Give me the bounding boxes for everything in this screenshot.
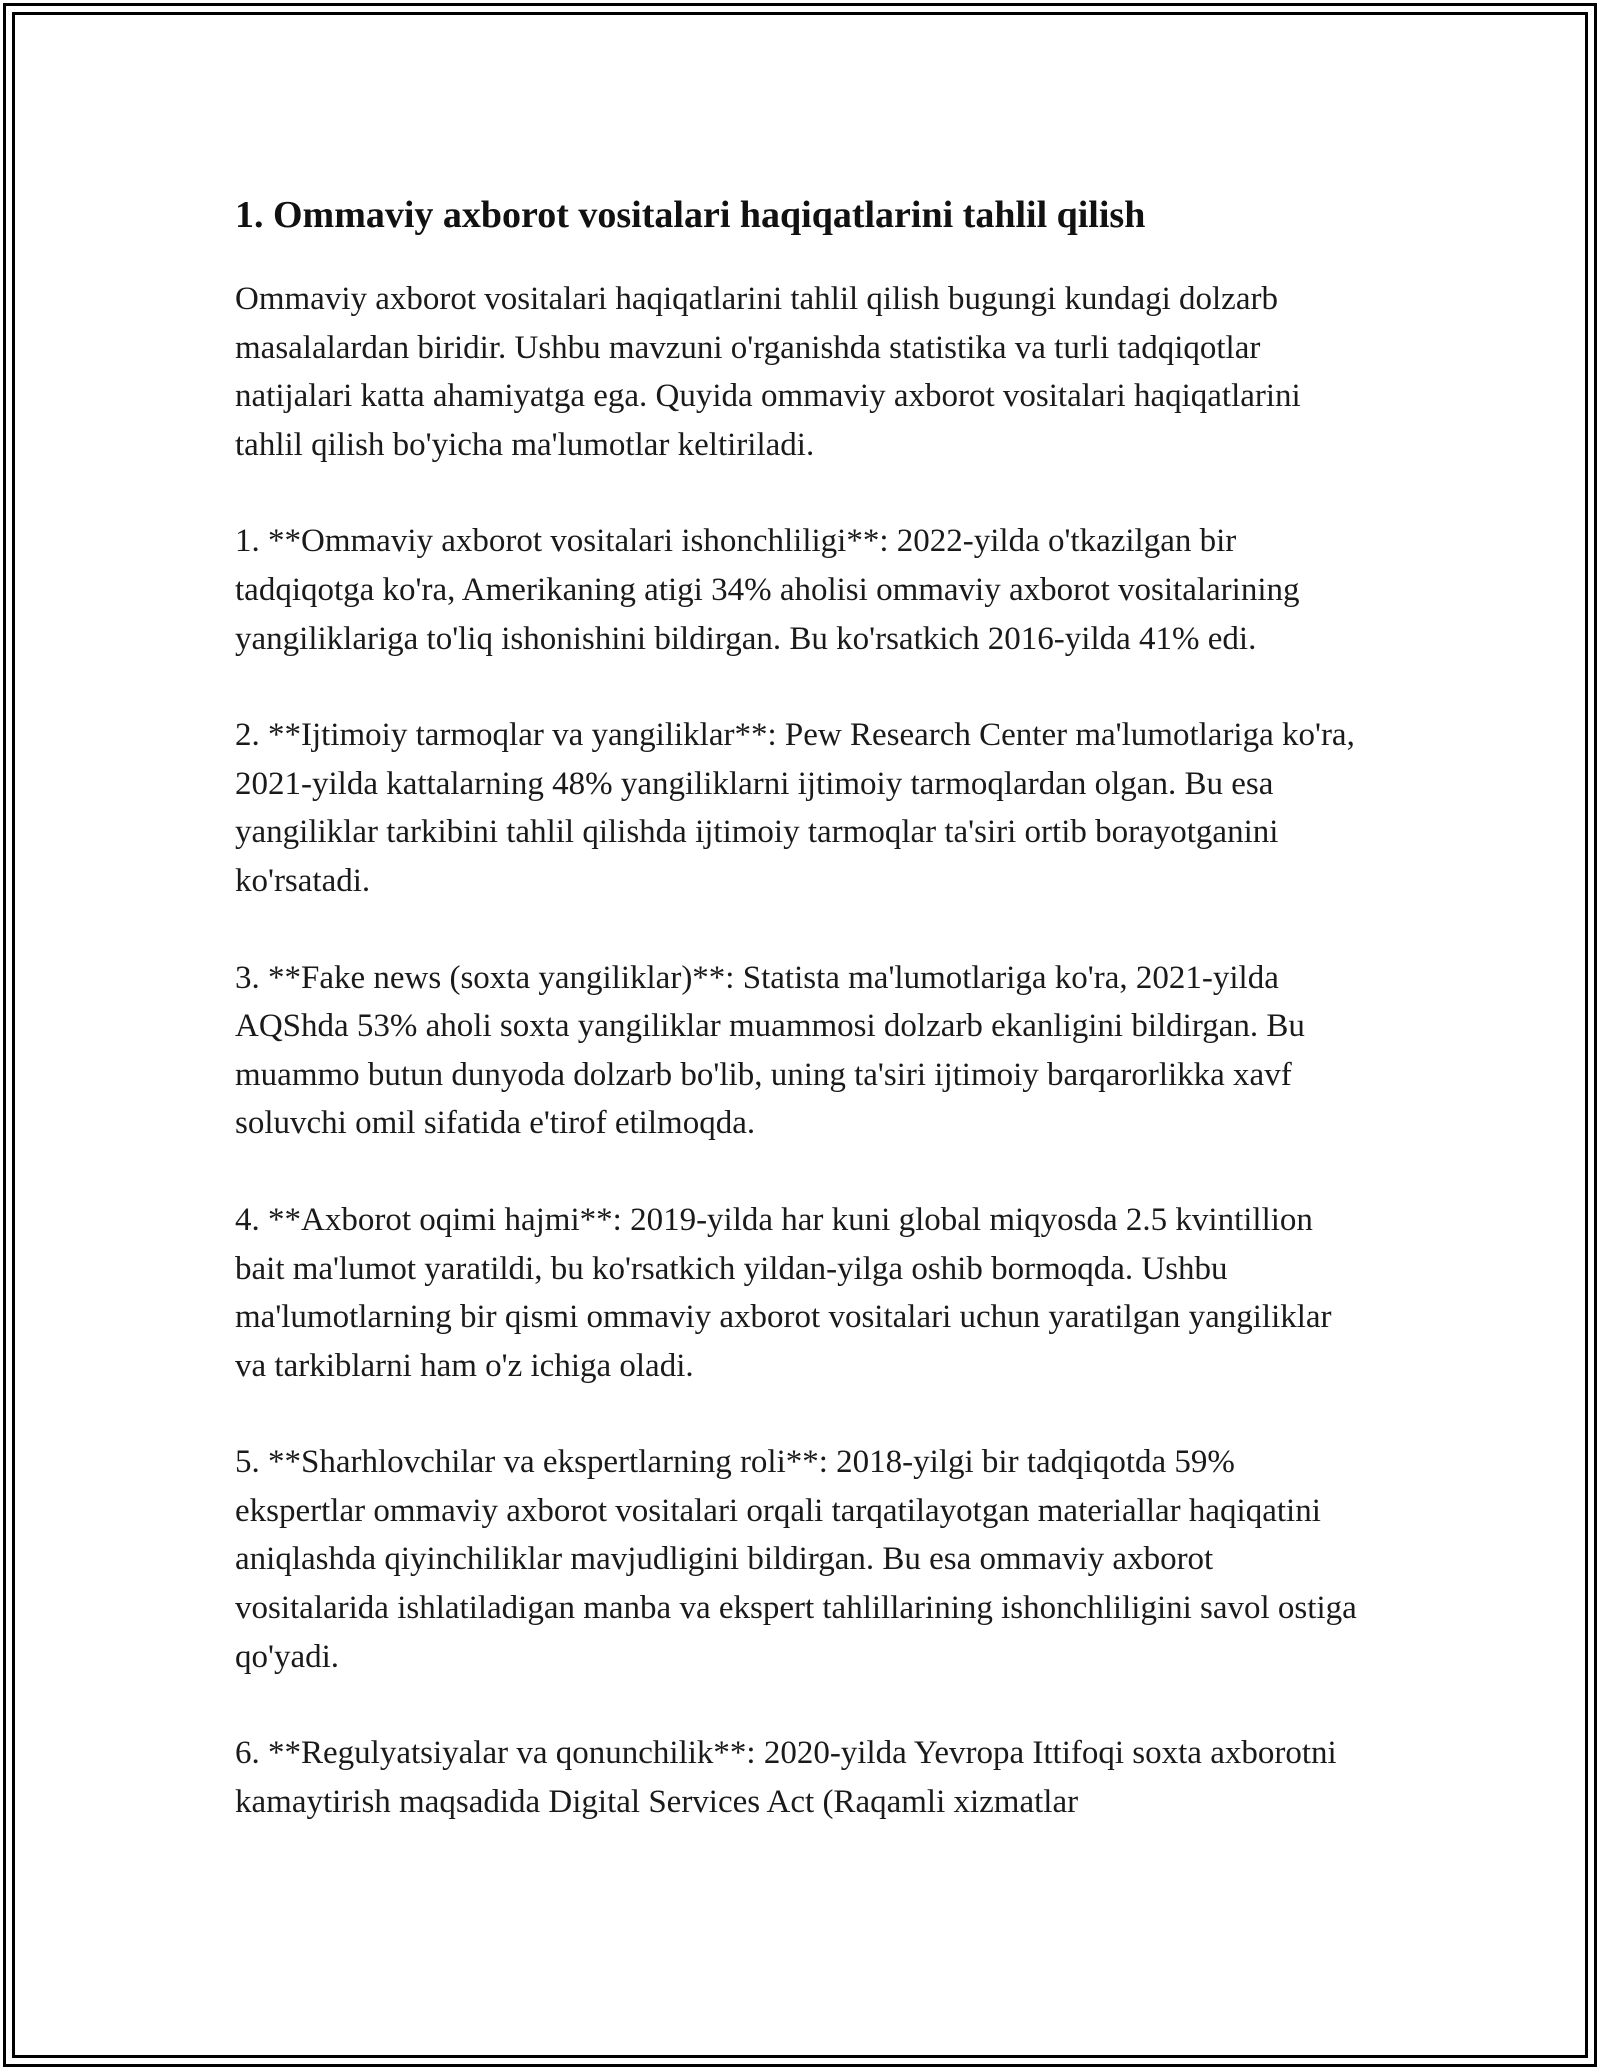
item-social-networks: 2. **Ijtimoiy tarmoqlar va yangiliklar**: Pew Research Center ma'lumotlariga ko'ra, 2021-yilda kattalarning 48% yangiliklarni ijtimoiy tarmoqlardan olgan. Bu esa yangiliklar tarkibini tahlil qilishda ijtimoiy tarmoqlar ta'siri ortib borayotganini ko'rsatadi. [235, 717, 1355, 899]
item-fake-news: 3. **Fake news (soxta yangiliklar)**: Statista ma'lumotlariga ko'ra, 2021-yilda AQShda 53% aholi soxta yangiliklar muammosi dolzarb ekanligini bildirgan. Bu muammo butun dunyoda dolzarb bo'lib, uning ta'siri ijtimoiy barqarorlikka xavf soluvchi omil sifatida e'tirof etilmoqda. [235, 959, 1305, 1142]
item-regulations: 6. **Regulyatsiyalar va qonunchilik**: 2020-yilda Yevropa Ittifoqi soxta axborotni kamaytirish maqsadida Digital Services Act (Raqamli xizmatlar [235, 1735, 1337, 1820]
item-information-volume: 4. **Axborot oqimi hajmi**: 2019-yilda har kuni global miqyosda 2.5 kvintillion bait ma'lumot yaratildi, bu ko'rsatkich yildan-yilga oshib bormoqda. Ushbu ma'lumotlarning bir qismi ommaviy axborot vositalari uchun yaratilgan yangiliklar va tarkiblarni ham o'z ichiga oladi. [235, 1201, 1332, 1384]
section-heading: 1. Ommaviy axborot vositalari haqiqatlarini tahlil qilish [235, 194, 1146, 236]
item-experts-role: 5. **Sharhlovchilar va ekspertlarning roli**: 2018-yilgi bir tadqiqotda 59% ekspertlar ommaviy axborot vositalari orqali tarqatilayotgan materiallar haqiqatini aniqlashda qiyinchiliklar mavjudligini bildirgan. Bu esa ommaviy axborot vositalarida ishlatiladigan manba va ekspert tahlillarining ishonchliligini savol ostiga qo'yadi. [235, 1444, 1357, 1675]
intro-paragraph: Ommaviy axborot vositalari haqiqatlarini tahlil qilish bugungi kundagi dolzarb masalalardan biridir. Ushbu mavzuni o'rganishda statistika va turli tadqiqotlar natijalari katta ahamiyatga ega. Quyida ommaviy axborot vositalari haqiqatlarini tahlil qilish bo'yicha ma'lumotlar keltiriladi. [235, 281, 1301, 463]
document-body [235, 185, 1370, 1874]
item-media-trust: 1. **Ommaviy axborot vositalari ishonchliligi**: 2022-yilda o'tkazilgan bir tadqiqotga ko'ra, Amerikaning atigi 34% aholisi ommaviy axborot vositalarining yangiliklariga to'liq ishonishini bildirgan. Bu ko'rsatkich 2016-yilda 41% edi. [235, 523, 1300, 657]
